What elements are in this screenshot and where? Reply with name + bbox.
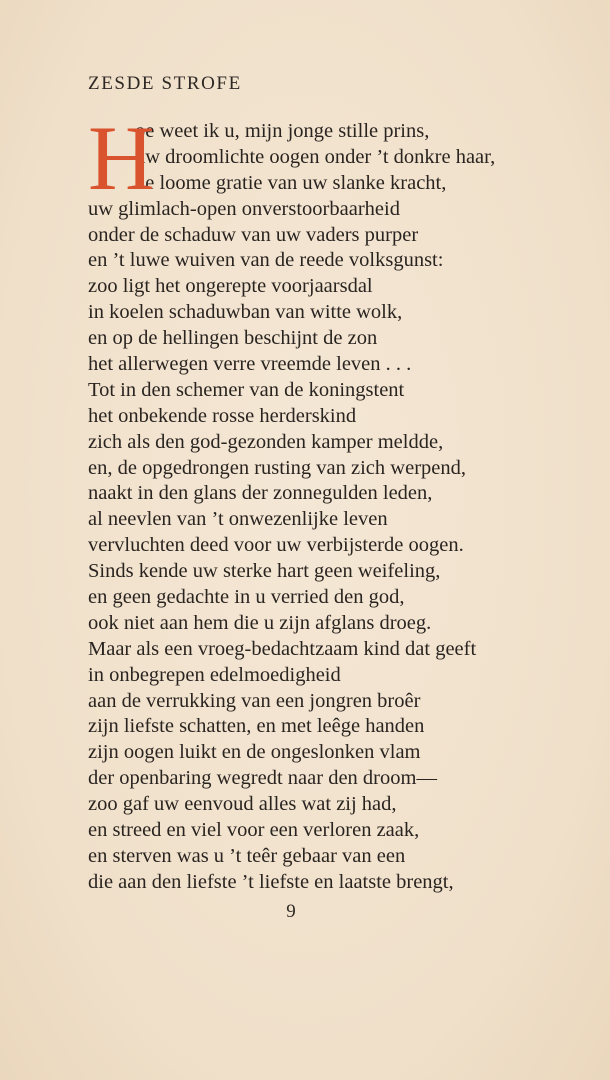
poem-line: zoo gaf uw eenvoud alles wat zij had, xyxy=(88,793,397,816)
poem-line: zijn oogen luikt en de ongeslonken vlam xyxy=(88,741,421,764)
poem-line: uw droomlichte oogen onder ’t donkre haar, xyxy=(135,145,496,168)
poem-line: zijn liefste schatten, en met leêge handen xyxy=(88,715,425,738)
poem-line: vervluchten deed voor uw verbijsterde oogen. xyxy=(88,534,464,557)
poem-line: zich als den god-gezonden kamper meldde, xyxy=(88,430,444,453)
poem-line: het allerwegen verre vreemde leven . . . xyxy=(88,353,412,376)
poem-line: en geen gedachte in u verried den god, xyxy=(88,586,405,609)
poem-body xyxy=(88,107,588,896)
poem-line: in onbegrepen edelmoedigheid xyxy=(88,663,341,686)
poem-line: naakt in den glans der zonnegulden leden, xyxy=(88,482,433,505)
poem-line: ook niet aan hem die u zijn afglans droeg. xyxy=(88,611,432,634)
poem-line: uw glimlach-open onverstoorbaarheid xyxy=(88,197,400,220)
poem-line: en, de opgedrongen rusting van zich werpend, xyxy=(88,456,466,479)
poem-line: zoo ligt het ongerepte voorjaarsdal xyxy=(88,275,373,298)
poem-line: en ’t luwe wuiven van de reede volksgunst: xyxy=(88,249,444,272)
page-number: 9 xyxy=(286,901,296,922)
poem-line: het onbekende rosse herderskind xyxy=(88,404,357,427)
poem-line: in koelen schaduwban van witte wolk, xyxy=(88,301,403,324)
poem-line: Sinds kende uw sterke hart geen weifeling, xyxy=(88,560,441,583)
poem-line: aan de verrukking van een jongren broêr xyxy=(88,689,421,712)
section-heading: ZESDE STROFE xyxy=(88,73,242,94)
poem-line: en streed en viel voor een verloren zaak, xyxy=(88,819,420,842)
poem-line: der openbaring wegredt naar den droom— xyxy=(88,767,437,790)
poem-line: Tot in den schemer van de koningstent xyxy=(88,378,405,401)
poem-line: en op de hellingen beschijnt de zon xyxy=(88,327,378,350)
poem-line: oe weet ik u, mijn jonge stille prins, xyxy=(135,120,430,142)
poem-line: en sterven was u ’t teêr gebaar van een xyxy=(88,844,406,867)
poem-line: die aan den liefste ’t liefste en laatste brengt, xyxy=(88,870,454,893)
poem-line: Maar als een vroeg-bedachtzaam kind dat geeft xyxy=(88,637,477,660)
poem-line: de loome gratie van uw slanke kracht, xyxy=(135,171,447,194)
poem-line: al neevlen van ’t onwezenlijke leven xyxy=(88,508,388,531)
drop-cap-initial: H xyxy=(88,107,155,209)
poem-line: onder de schaduw van uw vaders purper xyxy=(88,223,419,246)
